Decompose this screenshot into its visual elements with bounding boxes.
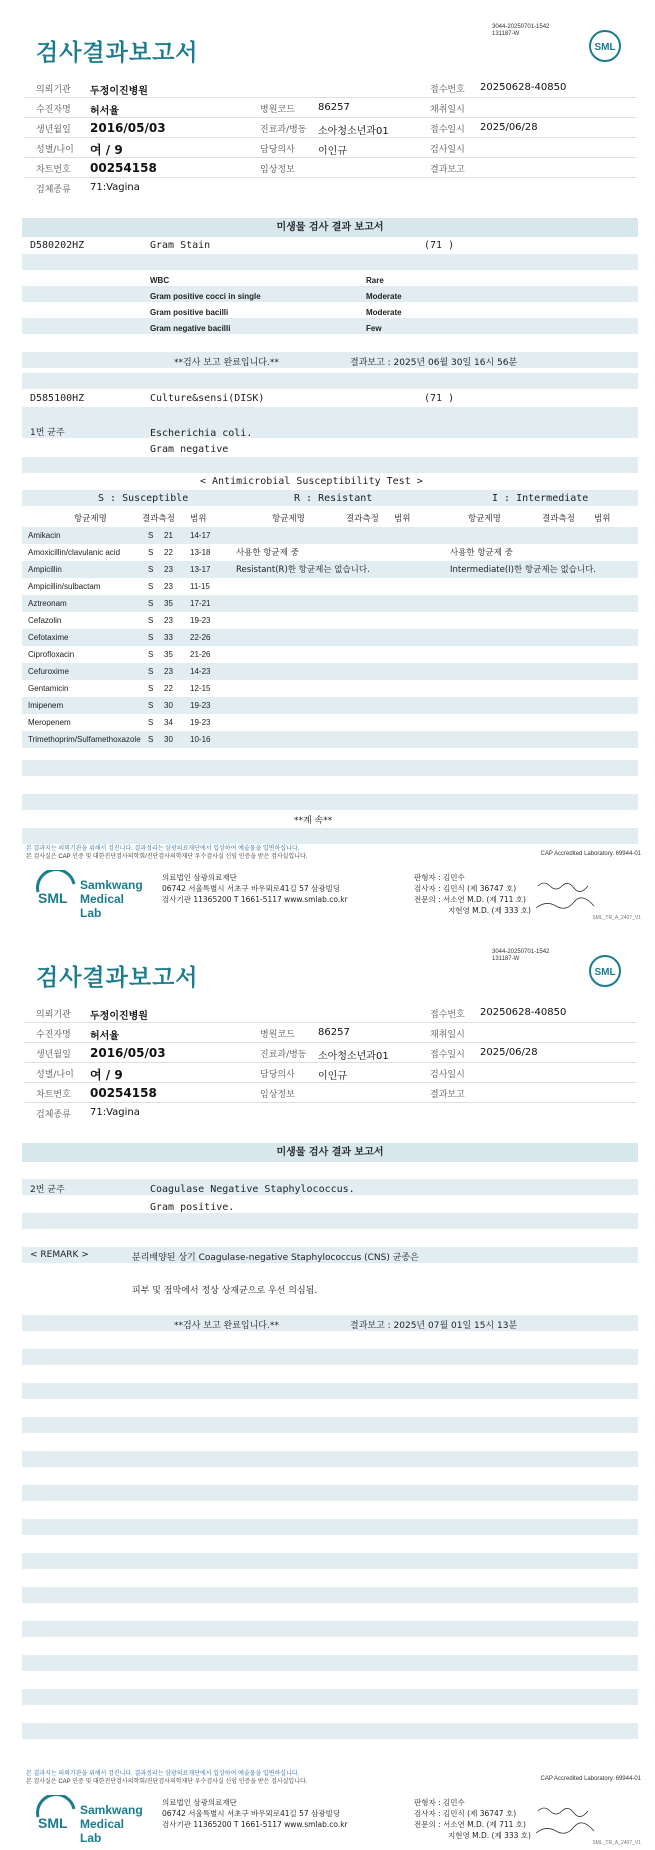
ast-drug: Cefuroxime (28, 667, 69, 676)
form-version: SML_TR_A_2407_V1 (592, 915, 641, 921)
header-row-chart: 차트번호 00254158 임상정보 결과보고 (24, 1083, 636, 1103)
test-name: Culture&sensi(DISK) (150, 393, 265, 404)
header-row-chart: 차트번호 00254158 임상정보 결과보고 (24, 158, 636, 178)
col-drug: 항균제명 (468, 514, 501, 524)
ast-range: 13-18 (190, 548, 211, 557)
ast-drug: Ampicillin/sulbactam (28, 582, 101, 591)
ast-title: < Antimicrobial Susceptibility Test > (200, 476, 423, 487)
col-drug: 항균제명 (272, 514, 305, 524)
form-version: SML_TR_A_2407_V1 (592, 1840, 641, 1846)
test-code: D580202HZ (30, 240, 85, 251)
ast-drug: Cefazolin (28, 616, 62, 625)
ast-result-sir: S (148, 650, 154, 659)
remark-text: 분리배양된 상기 Coagulase-negative Staphylococcus (CNS) 균종은 (132, 1253, 419, 1263)
gram-result: Rare (366, 276, 384, 285)
row-band (22, 422, 638, 438)
row-band (22, 1519, 638, 1535)
ast-drug: Cefotaxime (28, 633, 69, 642)
complete-message: **검사 보고 완료입니다.** (174, 1321, 279, 1331)
ast-zone-mm: 33 (164, 633, 173, 642)
samkwang-logo: SML Samkwang Medical Lab (34, 870, 144, 910)
ast-zone-mm: 35 (164, 650, 173, 659)
row-band (22, 1655, 638, 1671)
ast-range: 19-23 (190, 718, 211, 727)
section-title: 미생물 검사 결과 보고서 (22, 218, 638, 237)
row-band (22, 1451, 638, 1467)
row-band (22, 1723, 638, 1739)
report-page-2 (0, 925, 655, 1850)
ast-range: 17-21 (190, 599, 211, 608)
organism-name: Coagulase Negative Staphylococcus. (150, 1184, 355, 1195)
ast-result-sir: S (148, 531, 154, 540)
ast-result-sir: S (148, 633, 154, 642)
organism-gram: Gram positive. (150, 1202, 235, 1213)
test-code: D585100HZ (30, 393, 85, 404)
row-band (22, 1689, 638, 1705)
ast-result-sir: S (148, 565, 154, 574)
ast-range: 19-23 (190, 616, 211, 625)
footer-note: 본 검사실은 CAP 인증 및 대한진단검사의학회/진단검사의학재단 우수검사실 신임 인증을 받은 검사실입니다. (26, 1779, 308, 1785)
ast-drug: Ampicillin (28, 565, 62, 574)
gram-item: Gram positive cocci in single (150, 292, 261, 301)
ast-range: 14-17 (190, 531, 211, 540)
ast-result-sir: S (148, 667, 154, 676)
test-row-gram-stain (22, 237, 638, 253)
col-range: 범위 (190, 514, 207, 524)
signature-scribble-icon (536, 1803, 606, 1843)
row-band (22, 1315, 638, 1331)
ast-range: 22-26 (190, 633, 211, 642)
signature-scribble-icon (536, 878, 606, 918)
ast-zone-mm: 22 (164, 684, 173, 693)
organism-label: 1번 균주 (30, 428, 65, 438)
ast-drug: Gentamicin (28, 684, 69, 693)
ast-zone-mm: 23 (164, 565, 173, 574)
ast-drug: Amikacin (28, 531, 61, 540)
ast-result-sir: S (148, 735, 154, 744)
report-title: 검사결과보고서 (36, 40, 199, 66)
ast-row-band (22, 663, 638, 680)
gram-result: Moderate (366, 308, 402, 317)
sml-logo-icon (589, 955, 621, 987)
ast-result-sir: S (148, 718, 154, 727)
ast-result-sir: S (148, 548, 154, 557)
ast-zone-mm: 23 (164, 582, 173, 591)
lab-address: 의료법인 삼광의료재단 06742 서울특별시 서초구 바우뫼로41길 57 삼광빌딩 검사기관 11365200 T 1661-5117 www.smlab.co.kr (162, 1798, 348, 1829)
ast-zone-mm: 30 (164, 735, 173, 744)
resistant-note: 사용한 항균제 중 (236, 548, 299, 558)
row-band (22, 1553, 638, 1569)
ast-drug: Ciprofloxacin (28, 650, 75, 659)
organism-name: Escherichia coli. (150, 428, 253, 439)
row-band (22, 286, 638, 302)
ast-drug: Imipenem (28, 701, 64, 710)
gram-item: Gram positive bacilli (150, 308, 229, 317)
ast-result-sir: S (148, 599, 154, 608)
svg-text:SML: SML (594, 967, 616, 978)
header-row-institution: 의뢰기관 두정이진병원 접수번호 20250628-40850 (24, 78, 636, 98)
ast-row-band (22, 527, 638, 544)
remark-text: 피부 및 점막에서 정상 상재균으로 우선 의심됨. (132, 1286, 318, 1296)
ast-zone-mm: 23 (164, 667, 173, 676)
ast-zone-mm: 34 (164, 718, 173, 727)
section-title: 미생물 검사 결과 보고서 (22, 1143, 638, 1162)
ast-range: 12-15 (190, 684, 211, 693)
gram-result: Moderate (366, 292, 402, 301)
row-band (22, 760, 638, 776)
header-row-patient: 수진자명 허서율 병원코드 86257 채취일시 (24, 1023, 636, 1043)
col-range: 범위 (594, 514, 611, 524)
header-row-sex: 성별/나이 여 / 9 담당의사 이인규 검사일시 (24, 138, 636, 158)
ast-range: 14-23 (190, 667, 211, 676)
ast-row-band (22, 595, 638, 612)
row-band (22, 1349, 638, 1365)
intermediate-note: 사용한 항균제 중 (450, 548, 513, 558)
header-row-patient: 수진자명 허서율 병원코드 86257 채취일시 (24, 98, 636, 118)
svg-text:SML: SML (38, 890, 68, 906)
resistant-note: Resistant(R)한 항균제는 없습니다. (236, 565, 370, 575)
header-row-specimen: 검체종류 71:Vagina (36, 182, 140, 195)
row-band (22, 1417, 638, 1433)
lab-address: 의료법인 삼광의료재단 06742 서울특별시 서초구 바우뫼로41길 57 삼광빌딩 검사기관 11365200 T 1661-5117 www.smlab.co.kr (162, 873, 348, 904)
signatures: 판형자 : 김민수 검사자 : 김민식 (제 36747 호) 전문의 : 서소연 M.D. (제 711 호) 지현영 M.D. (제 333 호) (414, 873, 531, 915)
svg-text:SML: SML (594, 42, 616, 53)
report-time: 결과보고 : 2025년 07월 01일 15시 13분 (350, 1321, 518, 1331)
footer-note: 본 결과지는 의뢰기관을 위해서 검진니다. 결과정리는 삼광의료재단에서 입상하여 예술물을 입변하십니다. (26, 846, 300, 852)
svg-text:SML: SML (38, 1815, 68, 1831)
document-number: 3044-20250701-1542 131187-W (492, 949, 550, 962)
header-row-dob: 생년월일 2016/05/03 진료과/병동 소아청소년과01 접수일시 2025/06/28 (24, 118, 636, 138)
ast-range: 11-15 (190, 582, 210, 591)
ast-row-band (22, 629, 638, 646)
row-band (22, 352, 638, 368)
row-band (22, 318, 638, 334)
ast-range: 19-23 (190, 701, 211, 710)
organism-gram: Gram negative (150, 444, 229, 455)
row-band (22, 828, 638, 844)
col-result: 결과측정 (142, 514, 175, 524)
row-band (22, 373, 638, 389)
sml-logo-icon (34, 870, 80, 910)
remark-label: < REMARK > (30, 1250, 89, 1260)
ast-drug: Aztreonam (28, 599, 67, 608)
row-band (22, 254, 638, 270)
ast-zone-mm: 35 (164, 599, 173, 608)
footer-note: 본 검사실은 CAP 인증 및 대한진단검사의학회/진단검사의학재단 우수검사실 신임 인증을 받은 검사실입니다. (26, 854, 308, 860)
row-band (22, 1485, 638, 1501)
ast-result-sir: S (148, 684, 154, 693)
samkwang-logo: SML Samkwang Medical Lab (34, 1795, 144, 1835)
report-time: 결과보고 : 2025년 06월 30일 16시 56분 (350, 358, 518, 368)
row-band (22, 1621, 638, 1637)
row-band (22, 794, 638, 810)
signatures: 판형자 : 김민수 검사자 : 김민식 (제 36747 호) 전문의 : 서소연 M.D. (제 711 호) 지현영 M.D. (제 333 호) (414, 1798, 531, 1840)
legend-susceptible: S : Susceptible (98, 493, 189, 504)
test-name: Gram Stain (150, 240, 211, 251)
row-band (22, 1383, 638, 1399)
report-title: 검사결과보고서 (36, 965, 199, 991)
continued-note: **계 속** (294, 816, 333, 826)
ast-zone-mm: 22 (164, 548, 173, 557)
cap-accreditation: CAP Accredited Laboratory. 69944-01 (540, 851, 641, 857)
header-row-institution: 의뢰기관 두정이진병원 접수번호 20250628-40850 (24, 1003, 636, 1023)
header-row-sex: 성별/나이 여 / 9 담당의사 이인규 검사일시 (24, 1063, 636, 1083)
ast-zone-mm: 30 (164, 701, 173, 710)
document-number: 3044-20250701-1542 131187-W (492, 24, 550, 37)
row-band (22, 457, 638, 473)
organism-label: 2번 균주 (30, 1185, 65, 1195)
ast-range: 21-26 (190, 650, 211, 659)
ast-result-sir: S (148, 701, 154, 710)
ast-range: 10-16 (190, 735, 211, 744)
legend-intermediate: I : Intermediate (492, 493, 589, 504)
intermediate-note: Intermediate(I)한 항균제는 없습니다. (450, 565, 596, 575)
ast-zone-mm: 21 (164, 531, 173, 540)
gram-item: WBC (150, 276, 170, 285)
row-band (22, 1587, 638, 1603)
ast-drug: Meropenem (28, 718, 71, 727)
ast-drug: Trimethoprim/Sulfamethoxazole (28, 735, 141, 744)
cap-accreditation: CAP Accredited Laboratory. 69944-01 (540, 1776, 641, 1782)
col-result: 결과측정 (346, 514, 379, 524)
ast-drug: Amoxicillin/clavulanic acid (28, 548, 121, 557)
header-row-dob: 생년월일 2016/05/03 진료과/병동 소아청소년과01 접수일시 2025/06/28 (24, 1043, 636, 1063)
ast-row-band (22, 697, 638, 714)
test-specimen-code: (71 ) (424, 393, 455, 404)
gram-item: Gram negative bacilli (150, 324, 231, 333)
header-row-specimen: 검체종류 71:Vagina (36, 1107, 140, 1120)
sml-logo-icon (589, 30, 621, 62)
ast-result-sir: S (148, 582, 154, 591)
sml-logo-icon (34, 1795, 80, 1835)
complete-message: **검사 보고 완료입니다.** (174, 358, 279, 368)
test-specimen-code: (71 ) (424, 240, 455, 251)
ast-zone-mm: 23 (164, 616, 173, 625)
gram-result: Few (366, 324, 382, 333)
legend-resistant: R : Resistant (294, 493, 373, 504)
footer-note: 본 결과지는 의뢰기관을 위해서 검진니다. 결과정리는 삼광의료재단에서 입상하여 예술물을 입변하십니다. (26, 1771, 300, 1777)
col-drug: 항균제명 (74, 514, 107, 524)
ast-result-sir: S (148, 616, 154, 625)
row-band (22, 1213, 638, 1229)
col-range: 범위 (394, 514, 411, 524)
ast-range: 13-17 (190, 565, 211, 574)
row-band (22, 407, 638, 423)
col-result: 결과측정 (542, 514, 575, 524)
